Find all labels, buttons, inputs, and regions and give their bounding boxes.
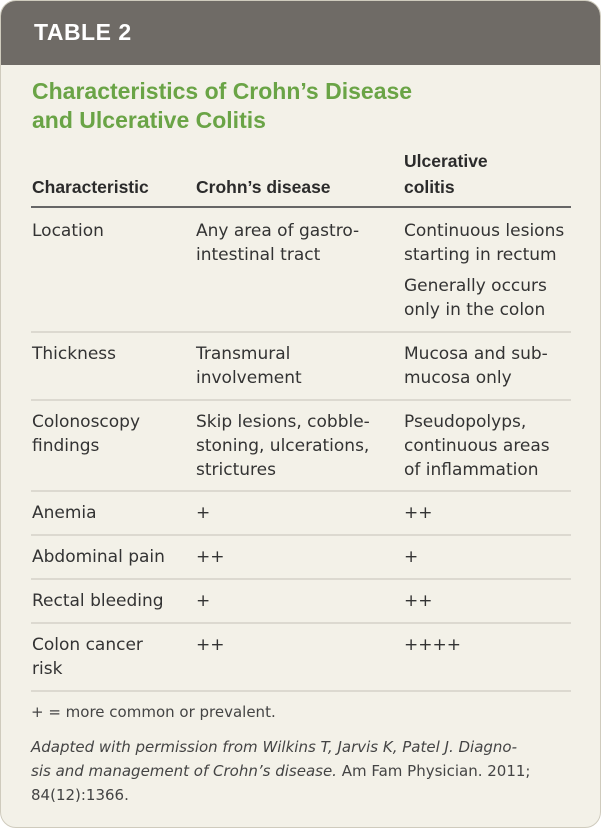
table-cell: ++++ bbox=[404, 635, 461, 655]
citation-line-2 bbox=[31, 759, 576, 783]
title-line-1: Characteristics of Crohn’s Disease bbox=[32, 78, 413, 104]
citation bbox=[31, 735, 576, 807]
row-divider bbox=[31, 622, 571, 624]
row-divider bbox=[31, 690, 571, 692]
table-cell: ++ bbox=[196, 635, 225, 655]
row-divider bbox=[31, 331, 571, 333]
table-cell: ++ bbox=[404, 591, 433, 611]
table-cell: starting in rectum bbox=[404, 245, 557, 265]
row-divider bbox=[31, 490, 571, 492]
column-header-uc-line1: Ulcerative bbox=[404, 151, 488, 171]
table-cell: Anemia bbox=[32, 503, 97, 523]
table-cell: intestinal tract bbox=[196, 245, 321, 265]
table-cell: Abdominal pain bbox=[32, 547, 165, 567]
table-cell: involvement bbox=[196, 368, 302, 388]
table-cell: stoning, ulcerations, bbox=[196, 436, 370, 456]
table-cell: ++ bbox=[404, 503, 433, 523]
table-cell: continuous areas bbox=[404, 436, 550, 456]
row-divider bbox=[31, 399, 571, 401]
column-header-characteristic: Characteristic bbox=[32, 177, 149, 197]
table-cell: Skip lesions, cobble- bbox=[196, 412, 370, 432]
row-divider bbox=[31, 534, 571, 536]
table-cell: only in the colon bbox=[404, 300, 546, 320]
table-cell: Colonoscopy bbox=[32, 412, 141, 432]
table-cell: risk bbox=[32, 659, 63, 679]
table-cell: Any area of gastro- bbox=[196, 221, 360, 241]
row-divider bbox=[31, 578, 571, 580]
table-cell: mucosa only bbox=[404, 368, 512, 388]
table-cell: Colon cancer bbox=[32, 635, 143, 655]
table-cell: strictures bbox=[196, 460, 276, 480]
table-title bbox=[32, 77, 572, 135]
citation-line-2-plain: Am Fam Physician. 2011; bbox=[336, 762, 531, 780]
table-cell: Mucosa and sub- bbox=[404, 344, 548, 364]
header-rule bbox=[31, 206, 571, 208]
citation-line-1: Adapted with permission from Wilkins T, Jarvis K, Patel J. Diagno- bbox=[31, 738, 518, 756]
citation-line-2-italic: sis and management of Crohn’s disease. bbox=[31, 762, 337, 780]
table-cell: Thickness bbox=[32, 344, 117, 364]
table-cell: of inflammation bbox=[404, 460, 539, 480]
column-header-uc-line2: colitis bbox=[404, 177, 455, 197]
table-cell: + bbox=[196, 591, 211, 611]
table-cell: Generally occurs bbox=[404, 276, 547, 296]
table-cell: Pseudopolyps, bbox=[404, 412, 527, 432]
title-line-2: and Ulcerative Colitis bbox=[32, 107, 266, 133]
footnote: + = more common or prevalent. bbox=[31, 703, 276, 721]
table-cell: + bbox=[196, 503, 211, 523]
table-cell: Continuous lesions bbox=[404, 221, 565, 241]
citation-line-3: 84(12):1366. bbox=[31, 786, 129, 804]
column-header-crohns: Crohn’s disease bbox=[196, 177, 331, 197]
table-cell: Transmural bbox=[196, 344, 291, 364]
table-cell: + bbox=[404, 547, 419, 567]
table-cell: Rectal bleeding bbox=[32, 591, 164, 611]
table-cell: findings bbox=[32, 436, 100, 456]
table-cell: Location bbox=[32, 221, 104, 241]
table-cell: ++ bbox=[196, 547, 225, 567]
table-label: TABLE 2 bbox=[1, 1, 600, 65]
